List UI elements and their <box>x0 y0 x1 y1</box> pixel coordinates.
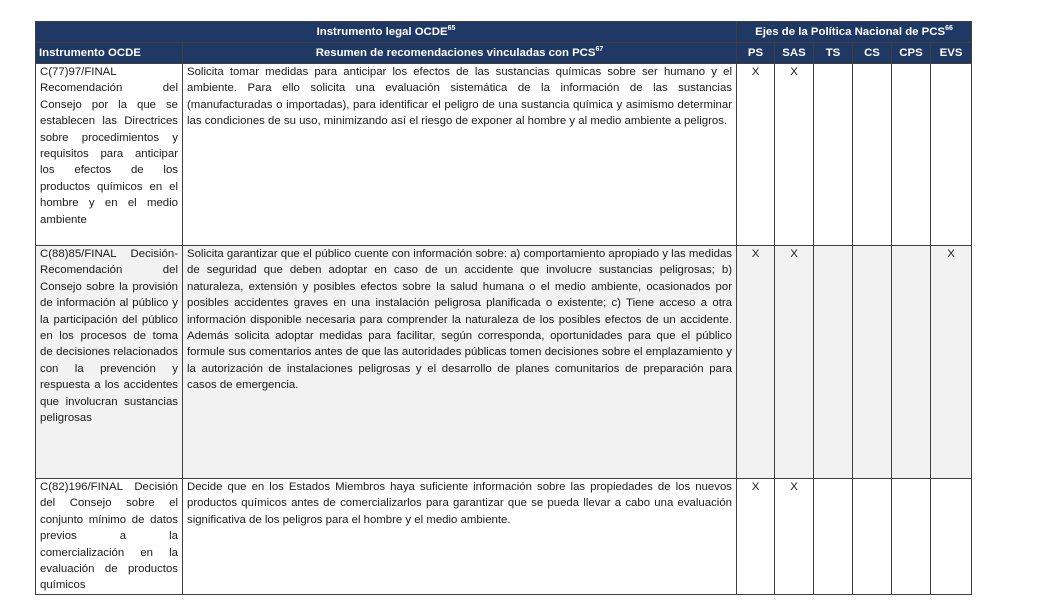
instrumento-cell: C(82)196/FINAL Decisión del Consejo sobre el conjunto mínimo de datos previos a la comercialización en la evaluación de productos químicos <box>36 479 183 595</box>
mark-cell-ps: X <box>737 479 775 595</box>
column-header-instrumento: Instrumento OCDE <box>36 43 183 64</box>
mark-cell-evs <box>931 479 972 595</box>
column-header-ts: TS <box>814 43 853 64</box>
resumen-cell: Solicita garantizar que el público cuente con información sobre: a) comportamiento apropiado y las medidas de seguridad que deben adoptar en caso de un accidente que involucre sustancias peligrosas; b) naturaleza, extensión y posibles efectos sobre la salud humana o el medio ambiente, ocasionados por posibles accidentes graves en una instalación peligrosa planificada o existente; c) Tiene acceso a otra información disponible necesaria para comprender la naturaleza de los posibles efectos de un accidente. Además solicita adoptar medidas para facilitar, según corresponda, oportunidades para que el público formule sus comentarios antes de que las autoridades públicas tomen decisiones sobre el emplazamiento y la autorización de instalaciones peligrosas y el desarrollo de planes comunitarios de preparación para casos de emergencia. <box>183 246 737 479</box>
column-header-ps: PS <box>737 43 775 64</box>
mark-cell-sas: X <box>775 246 814 479</box>
mark-cell-sas: X <box>775 479 814 595</box>
group-header-ejes-politica: Ejes de la Política Nacional de PCS$^{66}$ <box>737 22 972 43</box>
mark-cell-ts <box>814 64 853 246</box>
instrumento-cell: C(77)97/FINAL Recomendación del Consejo por la que se establecen las Directrices sobre procedimientos y requisitos para anticipar los efectos de los productos químicos en el hombre y en el medio ambiente <box>36 64 183 246</box>
table-row <box>36 479 972 595</box>
column-header-cps: CPS <box>892 43 931 64</box>
table-row <box>36 246 972 479</box>
mark-cell-ps: X <box>737 246 775 479</box>
table-row <box>36 64 972 246</box>
mark-cell-evs <box>931 64 972 246</box>
mark-cell-ts <box>814 479 853 595</box>
mark-cell-cs <box>853 479 892 595</box>
header-column-row <box>36 43 972 64</box>
resumen-cell: Decide que en los Estados Miembros haya suficiente información sobre las propiedades de los nuevos productos químicos antes de comercializarlos para garantizar que se pueda llevar a cabo una evaluación significativa de los peligros para el hombre y el medio ambiente. <box>183 479 737 595</box>
column-header-sas: SAS <box>775 43 814 64</box>
column-header-evs: EVS <box>931 43 972 64</box>
mark-cell-cps <box>892 479 931 595</box>
mark-cell-sas: X <box>775 64 814 246</box>
mark-cell-cs <box>853 246 892 479</box>
mark-cell-evs: X <box>931 246 972 479</box>
mark-cell-cs <box>853 64 892 246</box>
mark-cell-ps: X <box>737 64 775 246</box>
mark-cell-cps <box>892 64 931 246</box>
recommendations-table <box>35 21 972 595</box>
mark-cell-cps <box>892 246 931 479</box>
column-header-resumen: Resumen de recomendaciones vinculadas con PCS$^{67}$ <box>183 43 737 64</box>
group-header-instrumento-legal: Instrumento legal OCDE$^{65}$ <box>36 22 737 43</box>
instrumento-cell: C(88)85/FINAL Decisión-Recomendación del Consejo sobre la provisión de información al público y la participación del público en los procesos de toma de decisiones relacionados con la prevención y respuesta a los accidentes que involucran sustancias peligrosas <box>36 246 183 479</box>
column-header-cs: CS <box>853 43 892 64</box>
header-group-row <box>36 22 972 43</box>
resumen-cell: Solicita tomar medidas para anticipar los efectos de las sustancias químicas sobre ser humano y el ambiente. Para ello solicita una evaluación sistemática de la información de las sustancias (manufacturadas o importadas), para identificar el peligro de una sustancia química y asimismo determinar las condiciones de su uso, minimizando así el riesgo de exponer al hombre y al medio ambiente a peligros. <box>183 64 737 246</box>
mark-cell-ts <box>814 246 853 479</box>
